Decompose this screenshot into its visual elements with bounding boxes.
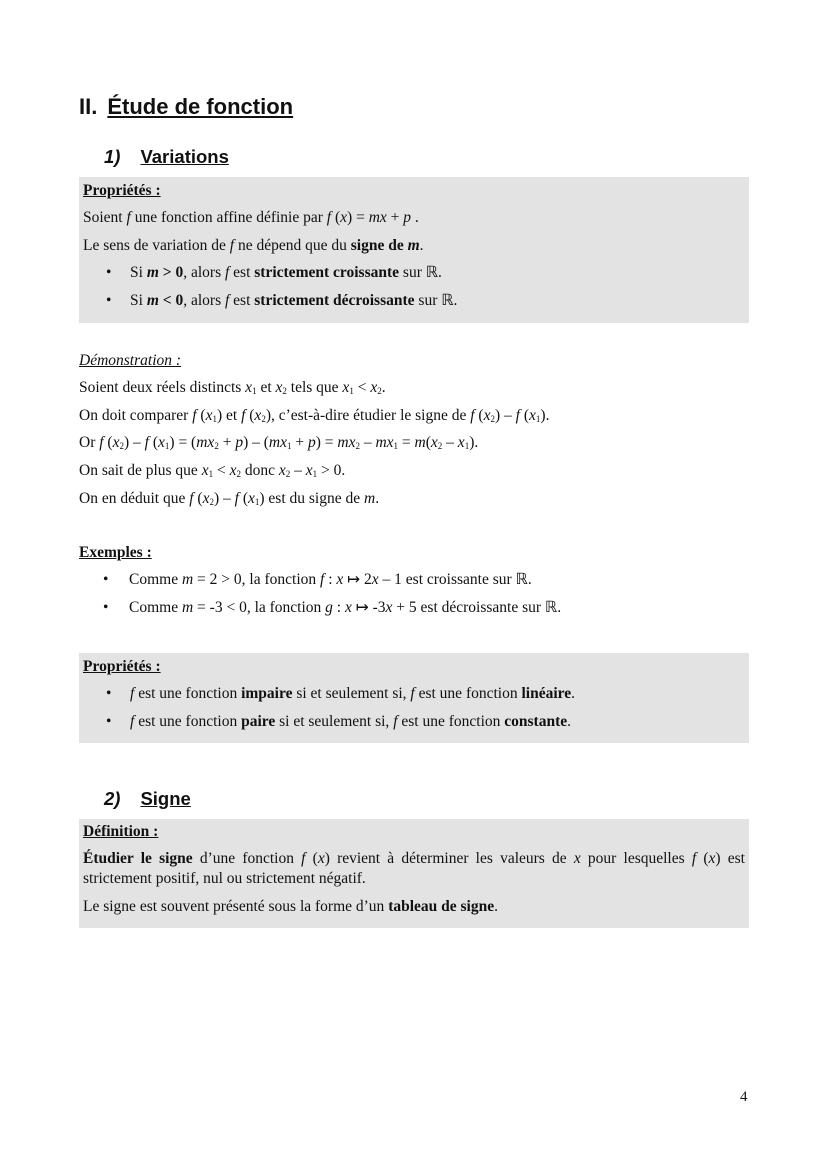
demonstration-line-3: Or f $(x_2)$ – f $(x_1) = (mx_2 + p) - (mx_1 + p) = mx_2 - mx_1 = m(x_2 - x_1)$. — [79, 434, 479, 451]
examples-label: Exemples : — [79, 544, 152, 561]
properties-label: Propriétés : — [83, 658, 161, 675]
subsection-heading-signe — [104, 788, 191, 810]
demonstration-line-1: Soient deux réels distincts $x_1$ et $x_2$ tels que $x_1 < x_2$. — [79, 379, 386, 396]
subsection-number: 1) — [104, 146, 121, 167]
demonstration-line-4: On sait de plus que $x_1 < x_2$ donc $x_2 - x_1 > 0$. — [79, 462, 346, 479]
section-heading — [79, 94, 293, 120]
subsection-title: Signe — [140, 788, 191, 809]
definition-box — [79, 819, 749, 928]
definition-label: Définition : — [83, 823, 159, 840]
section-number: II. — [79, 94, 98, 119]
properties-box-variations: Propriétés : Soient f une fonction affine définie par f (x) = mx + p . Le sens de variation de f ne dépend que du signe de m. • Si m > 0, alors f est strictement croissante sur ℝ. • Si m < 0, alors f est strictement décroissante sur ℝ. — [79, 177, 749, 323]
properties-box-parity: Propriétés : • f est une fonction impaire si et seulement si, f est une fonction linéaire. • f est une fonction paire si et seulement si, f est une fonction constante. — [79, 653, 749, 743]
demonstration-line-5: On en déduit que f $(x_2)$ – f $(x_1)$ est du signe de m. — [79, 490, 380, 507]
definition-paragraph-2: Le signe est souvent présenté sous la forme d’un tableau de signe. — [83, 898, 498, 915]
section-title: Étude de fonction — [107, 94, 294, 119]
demonstration-label: Démonstration : — [79, 352, 182, 369]
properties-label: Propriétés : — [83, 182, 161, 199]
properties-line-1: Soient f une fonction affine définie par f (x) = mx + p . — [83, 209, 419, 226]
subsection-number: 2) — [104, 788, 121, 809]
subsection-title: Variations — [140, 146, 229, 167]
demonstration-line-2: On doit comparer f $(x_1)$ et f $(x_2)$, c’est-à-dire étudier le signe de f $(x_2)$ – f $(x_1)$. — [79, 407, 550, 424]
properties-line-2: Le sens de variation de f ne dépend que du signe de m. — [83, 237, 424, 254]
page-number: 4 — [740, 1089, 748, 1105]
definition-paragraph-1: Étudier le signe d’une fonction f (x) revient à déterminer les valeurs de x pour lesquelles f (x) est strictement positif, nul ou strictement négatif. — [83, 850, 745, 887]
subsection-heading-variations — [104, 146, 229, 168]
